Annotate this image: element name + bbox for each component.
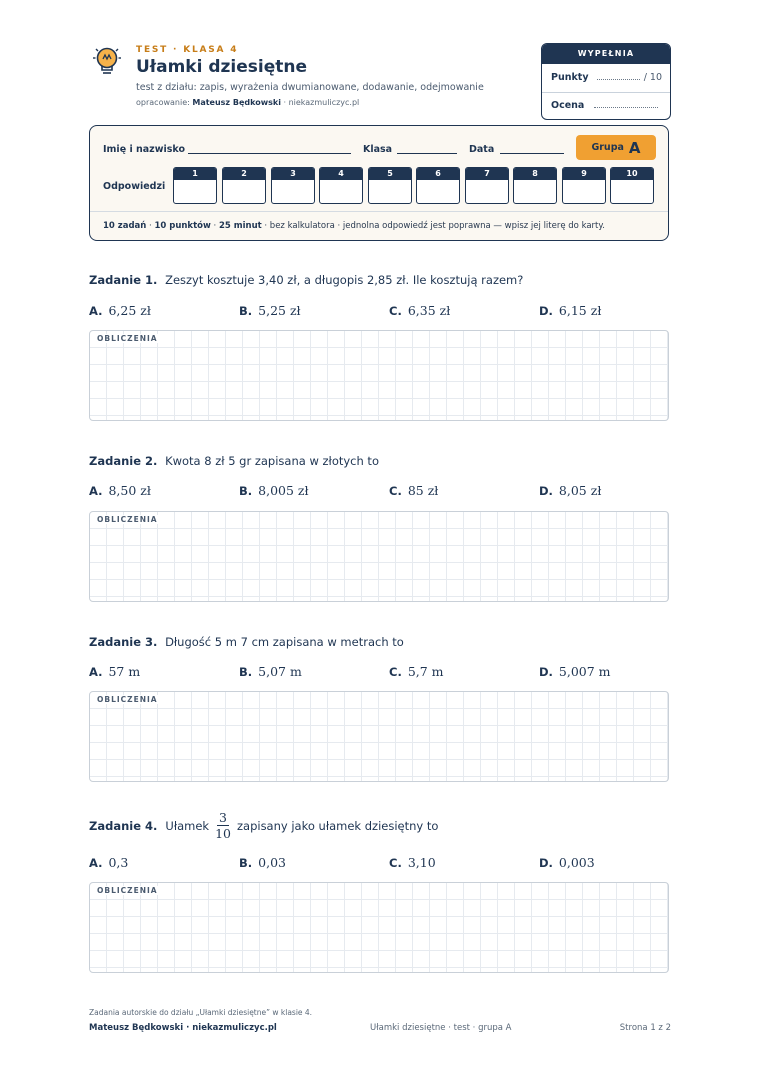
task-1-calculation-area[interactable] — [89, 330, 669, 421]
points-row — [551, 72, 662, 83]
date-label: Data — [469, 144, 495, 155]
option-letter: C. — [389, 856, 402, 870]
task-text: Zeszyt kosztuje 3,40 zł, a długopis 2,85 zł. Ile kosztują razem? — [165, 273, 524, 287]
answer-box-8[interactable] — [513, 167, 557, 204]
answer-box-number: 8 — [514, 168, 556, 180]
task-1-option-b[interactable] — [239, 303, 301, 318]
footer-center: Ułamki dziesiętne · test · grupa A — [370, 1023, 512, 1033]
option-letter: C. — [389, 484, 402, 498]
answer-box-number: 7 — [466, 168, 508, 180]
task-4-option-a[interactable] — [89, 855, 128, 870]
task-4-question — [89, 810, 438, 841]
answer-box-number: 4 — [320, 168, 362, 180]
task-3-option-b[interactable] — [239, 664, 302, 679]
task-3-option-d[interactable] — [539, 664, 611, 679]
option-text: 6,15 zł — [558, 303, 602, 318]
points-field[interactable] — [597, 79, 640, 80]
grade-row — [551, 100, 662, 111]
calculation-label: OBLICZENIA — [97, 334, 158, 343]
grade-field[interactable] — [594, 107, 658, 108]
calculation-label: OBLICZENIA — [97, 886, 158, 895]
answer-box-9[interactable] — [562, 167, 606, 204]
option-text: 8,50 zł — [108, 483, 151, 498]
class-field[interactable] — [397, 153, 457, 154]
option-letter: D. — [539, 304, 553, 318]
points-max: / 10 — [643, 72, 662, 83]
option-text: 57 m — [108, 664, 141, 679]
option-text: 8,005 zł — [258, 483, 309, 498]
grade-label: Ocena — [551, 100, 585, 111]
option-text: 5,7 m — [407, 664, 444, 679]
test-rules-note: 10 zadań · 10 punktów · 25 minut · bez kalkulatora · jednolna odpowiedź jest poprawna — wpisz jej literę do karty. — [103, 221, 605, 231]
footer-page-number: Strona 1 z 2 — [619, 1023, 671, 1033]
option-text: 3,10 — [407, 855, 436, 870]
task-1-option-d[interactable] — [539, 303, 601, 318]
page-subtitle: test z działu: zapis, wyrażenia dwumianowane, dodawanie, odejmowanie — [136, 82, 484, 93]
option-letter: D. — [539, 856, 553, 870]
option-letter: B. — [239, 665, 253, 679]
task-2-question — [89, 454, 379, 468]
answer-box-3[interactable] — [271, 167, 315, 204]
option-letter: D. — [539, 665, 553, 679]
fraction-denominator: 10 — [215, 826, 231, 841]
name-field[interactable] — [188, 153, 351, 154]
author-name: Mateusz Będkowski — [192, 98, 281, 107]
option-text: 5,007 m — [558, 664, 611, 679]
task-1-option-a[interactable] — [89, 303, 151, 318]
task-2-option-c[interactable] — [389, 483, 438, 498]
option-letter: D. — [539, 484, 553, 498]
task-3-question — [89, 635, 404, 649]
answer-box-6[interactable] — [416, 167, 460, 204]
teacher-box — [541, 43, 671, 120]
task-2-calculation-area[interactable] — [89, 511, 669, 602]
group-label: Grupa — [591, 142, 624, 153]
author-suffix: · niekazmuliczyc.pl — [283, 98, 360, 107]
option-letter: C. — [389, 304, 402, 318]
task-text: Długość 5 m 7 cm zapisana w metrach to — [165, 635, 404, 649]
option-letter: B. — [239, 304, 253, 318]
note-rest: · bez kalkulatora · jednolna odpowiedź jest poprawna — wpisz jej literę do karty. — [264, 221, 605, 231]
answer-box-number: 3 — [272, 168, 314, 180]
task-2-option-a[interactable] — [89, 483, 151, 498]
answer-box-10[interactable] — [610, 167, 654, 204]
task-text-after: zapisany jako ułamek dziesiętny to — [236, 818, 439, 833]
fraction-numerator: 3 — [219, 810, 227, 825]
option-letter: B. — [239, 484, 253, 498]
answer-box-4[interactable] — [319, 167, 363, 204]
calculation-label: OBLICZENIA — [97, 695, 158, 704]
task-3-option-a[interactable] — [89, 664, 140, 679]
teacher-box-heading: WYPEŁNIA NAUCZYCIEL — [542, 44, 670, 64]
task-text: Kwota 8 zł 5 gr zapisana w złotych to — [165, 454, 379, 468]
task-2-option-b[interactable] — [239, 483, 309, 498]
note-points: 10 punktów — [154, 221, 211, 231]
name-label: Imię i nazwisko — [103, 144, 185, 155]
task-4-option-c[interactable] — [389, 855, 436, 870]
student-info-box — [89, 125, 669, 241]
note-time: 25 minut — [218, 221, 262, 231]
task-1-question — [89, 273, 523, 287]
option-letter: A. — [89, 665, 103, 679]
task-1-option-c[interactable] — [389, 303, 450, 318]
option-text: 0,3 — [108, 855, 129, 870]
group-value: A — [628, 138, 641, 157]
task-3-option-c[interactable] — [389, 664, 444, 679]
option-text: 0,03 — [258, 855, 286, 870]
option-text: 6,25 zł — [108, 303, 151, 318]
option-letter: C. — [389, 665, 402, 679]
option-text: 5,07 m — [258, 664, 302, 679]
answer-box-number: 10 — [611, 168, 653, 180]
option-text: 5,25 zł — [258, 303, 301, 318]
answer-box-2[interactable] — [222, 167, 266, 204]
answer-box-1[interactable] — [173, 167, 217, 204]
answer-box-number: 9 — [563, 168, 605, 180]
task-number: Zadanie 1. — [89, 273, 158, 287]
task-4-option-b[interactable] — [239, 855, 286, 870]
author-line — [136, 98, 359, 107]
task-number: Zadanie 3. — [89, 635, 158, 649]
footer-source-note: Zadania autorskie do działu „Ułamki dziesiętne” w klasie 4. — [89, 1008, 313, 1017]
teacher-box-divider — [542, 92, 670, 93]
option-text: 85 zł — [407, 483, 439, 498]
calculation-label: OBLICZENIA — [97, 515, 158, 524]
option-text: 8,05 zł — [558, 483, 602, 498]
date-field[interactable] — [500, 153, 564, 154]
option-letter: B. — [239, 856, 253, 870]
answer-box-7[interactable] — [465, 167, 509, 204]
fraction — [215, 810, 231, 841]
task-4-option-d[interactable] — [539, 855, 595, 870]
answers-label: Odpowiedzi — [103, 181, 166, 192]
test-kicker: TEST · KLASA 4 — [136, 45, 239, 55]
answer-box-number: 1 — [174, 168, 216, 180]
lightbulb-logo-icon — [91, 45, 123, 79]
note-tasks: 10 zadań — [103, 221, 147, 231]
answer-box-5[interactable] — [368, 167, 412, 204]
task-number: Zadanie 2. — [89, 454, 158, 468]
task-2-option-d[interactable] — [539, 483, 601, 498]
task-number: Zadanie 4. — [89, 818, 158, 833]
page-title: Ułamki dziesiętne — [136, 57, 308, 77]
points-label: Punkty — [551, 72, 589, 83]
footer-author: Mateusz Będkowski · niekazmuliczyc.pl — [89, 1023, 277, 1033]
task-4-calculation-area[interactable] — [89, 882, 669, 973]
option-text: 6,35 zł — [407, 303, 451, 318]
author-prefix: opracowanie: — [136, 98, 190, 107]
answer-box-number: 5 — [369, 168, 411, 180]
task-3-calculation-area[interactable] — [89, 691, 669, 782]
option-letter: A. — [89, 856, 103, 870]
info-divider — [90, 211, 668, 212]
option-letter: A. — [89, 304, 103, 318]
option-text: 0,003 — [558, 855, 595, 870]
class-label: Klasa — [363, 144, 393, 155]
group-badge — [576, 135, 656, 160]
option-letter: A. — [89, 484, 103, 498]
answer-box-number: 2 — [223, 168, 265, 180]
task-text-before: Ułamek — [165, 818, 210, 833]
answer-box-number: 6 — [417, 168, 459, 180]
